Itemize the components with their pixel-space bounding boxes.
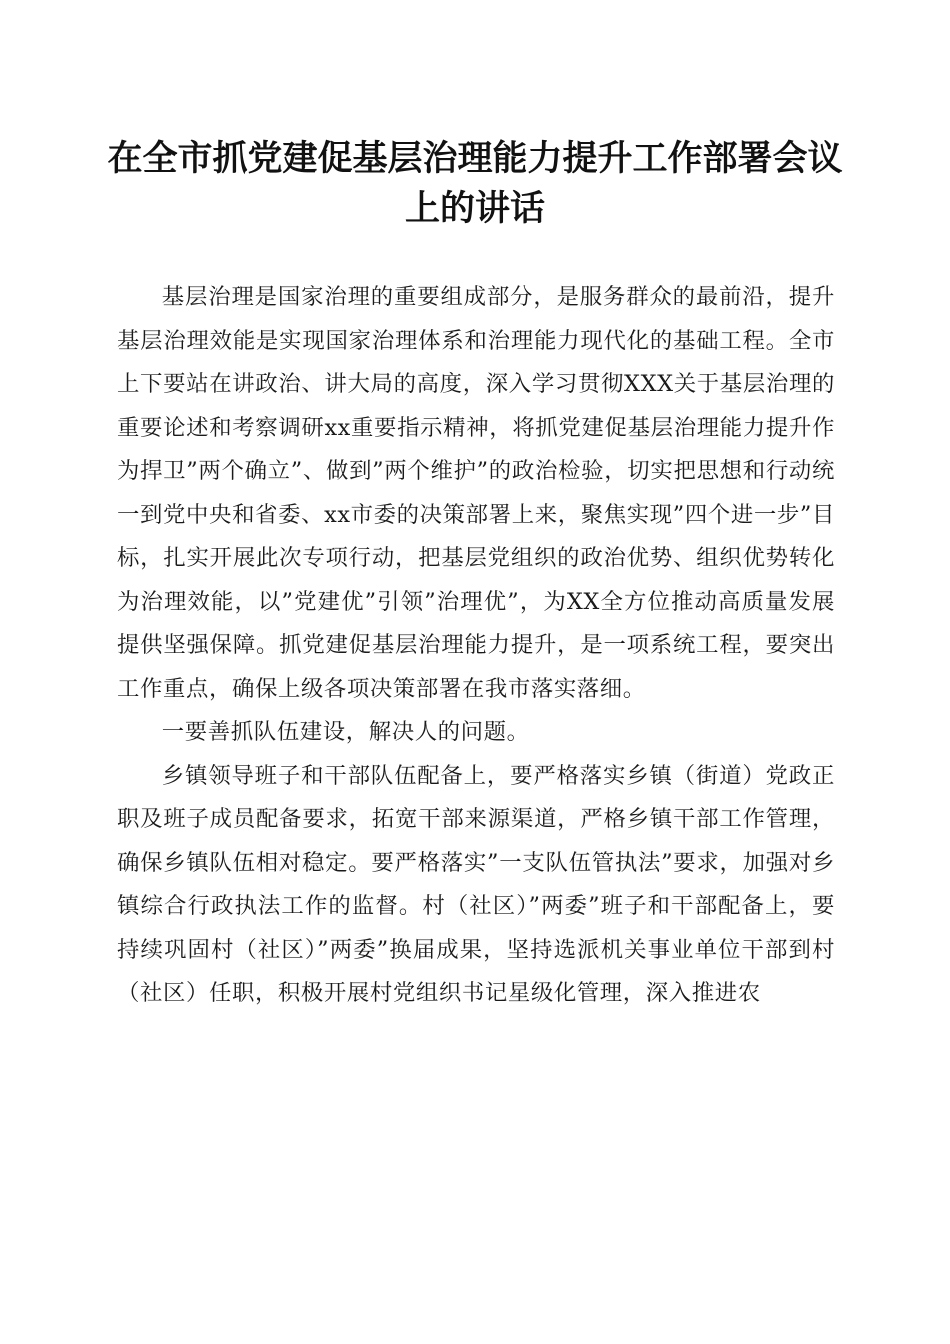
paragraph-intro: 基层治理是国家治理的重要组成部分，是服务群众的最前沿，提升基层治理效能是实现国家治理体系和治理能力现代化的基础工程。全市上下要站在讲政治、讲大局的高度，深入学习贯彻XXX关于基层治理的重要论述和考察调研xx重要指示精神，将抓党建促基层治理能力提升作为捍卫”两个确立”、做到”两个维护”的政治检验，切实把思想和行动统一到党中央和省委、xx市委的决策部署上来，聚焦实现”四个进一步”目标，扎实开展此次专项行动，把基层党组织的政治优势、组织优势转化为治理效能，以”党建优”引领”治理优”，为XX全方位推动高质量发展提供坚强保障。抓党建促基层治理能力提升，是一项系统工程，要突出工作重点，确保上级各项决策部署在我市落实落细。: [117, 284, 835, 702]
paragraph-staffing: 乡镇领导班子和干部队伍配备上，要严格落实乡镇（街道）党政正职及班子成员配备要求，拓宽干部来源渠道，严格乡镇干部工作管理，确保乡镇队伍相对稳定。要严格落实”一支队伍管执法”要求，加强对乡镇综合行政执法工作的监督。村（社区）”两委”班子和干部配备上，要持续巩固村（社区）”两委”换届成果，坚持选派机关事业单位干部到村（社区）任职，积极开展村党组织书记星级化管理，深入推进农: [117, 762, 835, 1006]
document-body: [117, 276, 835, 1016]
document-title: 在全市抓党建促基层治理能力提升工作部署会议上的讲话: [107, 138, 843, 229]
paragraph-heading-team-building: 一要善抓队伍建设，解决人的问题。: [161, 719, 530, 745]
